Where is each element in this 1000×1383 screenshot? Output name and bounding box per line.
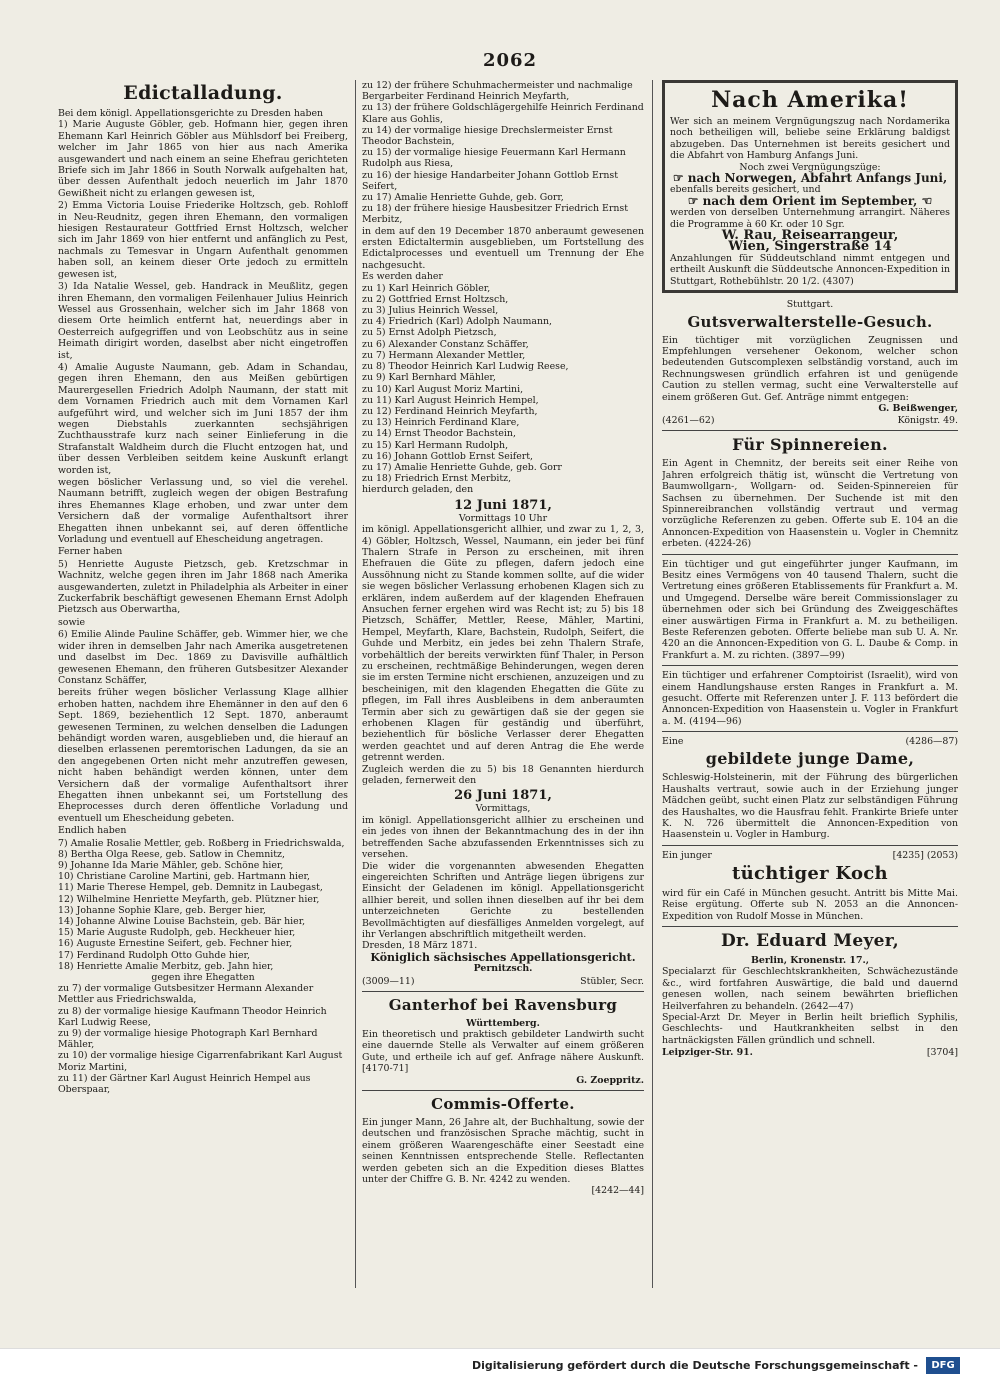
divider <box>662 845 958 846</box>
guts-ref: (4261—62) <box>662 415 715 427</box>
guts-ref-row <box>662 415 958 426</box>
footer-text: Digitalisierung gefördert durch die Deutsche Forschungsgemeinschaft - <box>471 1359 918 1372</box>
amerika-body: Wer sich an meinem Vergnügungszug nach Nordamerika noch betheiligen will, beliebe seine Erklärung baldigst abzugeben. Das Unternehmen ist bereits gesichert und die Abfahrt von Hamburg Anfangs Juni. <box>670 116 950 162</box>
koch-ref-row <box>662 850 958 861</box>
edict-place-date: Dresden, 18 März 1871. <box>362 940 478 952</box>
pointing-hand-icon: ☞ <box>687 193 703 208</box>
column-advertisements <box>662 80 958 1288</box>
dame-title: gebildete junge Dame, <box>705 749 915 769</box>
edict-text: in dem auf den 19 December 1870 anberaumt gewesenen ersten Edictaltermin ausgeblieben, um Fortstellung des Edictalprocesses und eventuell um Trennung der Ehe nachgesucht. <box>362 225 644 271</box>
ganterhof-sign: G. Zoeppritz. <box>576 1074 644 1086</box>
pointing-hand-icon: ☞ <box>672 171 688 186</box>
ganterhof-subtitle: Württemberg. <box>466 1017 540 1029</box>
edict-signer: Pernitzsch. <box>473 963 533 975</box>
koch-pre: Ein junger <box>662 849 712 861</box>
commis-title: Commis-Offerte. <box>431 1095 575 1114</box>
pointing-hand-icon: ☜ <box>917 193 933 208</box>
spinn-title: Für Spinnereien. <box>732 435 888 455</box>
dfg-logo: DFG <box>926 1357 960 1374</box>
commis-body: Ein junger Mann, 26 Jahre alt, der Buchhaltung, sowie der deutschen und französischen Sprache mächtig, sucht in einem größeren Waarengeschäfte einer Seestadt eine seinen Kenntnissen entsprechende Stelle. Reflectanten werden gebeten sich an die Expedition dieses Blattes unter der Chiffre G. B. Nr. 4242 zu wenden. <box>362 1117 644 1186</box>
amerika-ad <box>662 80 958 293</box>
edict-body-3: im königl. Appellationsgericht allhier zu erscheinen und ein jedes von ihnen der Bekanntmachung des in der ihn betreffenden Sache abzufassenden Erkenntnisses sich zu versehen. <box>362 814 644 861</box>
edict-body-1: im königl. Appellationsgericht allhier, und zwar zu 1, 2, 3, 4) Göbler, Holtzsch, Wessel, Naumann, ein jeder bei fünf Thalern Strafe in Person zu erscheinen, mit ihren Ehefrauen die Güte zu pflegen, dafern jedoch eine Aussöhnung nicht zu Stande kommen sollte, auf die wider sie wegen böslicher Verlassung erhobenen Klagen sich zu erklären, indem außerdem auf der klagenden Ehefrauen Ansuchen ferner ergehen wird was Recht ist; zu 5) bis 18 Pietzsch, Schäffer, Mettler, Reese, Mähler, Martini, Hempel, Meyfarth, Klare, Bachstein, Rudolph, Seifert, die Guhde und Merbitz, ein jedes bei zehn Thalern Strafe, vorbehältlich der bereits verwirkten fünf Thaler, in Person zu erscheinen, rechtmäßige Behinderungen, wegen deren sie im ersten Termine nicht erschienen, anzuzeigen und zu bescheinigen, mit den klagenden Ehegatten die Güte zu pflegen, im Fall ihres Ausbleibens in dem anberaumten Termin aber sich zu gewärtigen daß sie der gegen sie erhobenen Klagen für geständig und überführt, beziehentlich für bösliche Verlasser derer Ehegatten werden geachtet und auf deren Antrag die Ehe werde getrennt werden. <box>362 524 644 764</box>
edict-time-2: Vormittags, <box>475 803 531 815</box>
edict-sign-row <box>362 976 644 987</box>
ganterhof-body: Ein theoretisch und praktisch gebildeter Landwirth sucht eine dauernde Stelle als Verwalter auf einem größeren Gute, und ertheile ich auf gef. Anfrage nähere Auskunft. [4170-71] <box>362 1028 644 1075</box>
kaufmann-body: Ein tüchtiger und gut eingeführter junger Kaufmann, im Besitz eines Vermögens von 40 tausend Thalern, sucht die Vertretung eines größeren Etablissements für Frankfurt a. M. und Umgegend. Derselbe wäre bereit Commissionslager zu übernehmen oder sich bei Gründung des Zweiggeschäftes einer auswärtigen Firma in Frankfurt a. M. zu betheiligen. Beste Referenzen geboten. Offerte beliebe man sub U. A. Nr. 420 an die Annoncen-Expedition von G. L. Daube & Comp. in Frankfurt a. M. zu richten. (3897—99) <box>662 558 958 661</box>
divider <box>662 926 958 927</box>
koch-body: wird für ein Café in München gesucht. Antritt bis Mitte Mai. Reise ergütung. Offerte sub N. 2053 an die Annoncen-Expedition von Rudolf Mosse in München. <box>662 887 958 922</box>
guts-body: Ein tüchtiger mit vorzüglichen Zeugnissen und Empfehlungen versehener Oekonom, welcher schon bedeutenden Gutscomplexen selbständig vorstand, auch im Rechnungswesen gründlich erfahren ist und genügende Caution zu stellen vermag, sucht eine Verwalterstelle auf einem größeren Gut. Gef. Anträge nimmt entgegen: <box>662 334 958 403</box>
summoned-list: zu 1) Karl Heinrich Göbler, zu 2) Gottfried Ernst Holtzsch, zu 3) Julius Heinrich Wessel, zu 4) Friedrich (Karl) Adolph Naumann, zu 5) Ernst Adolph Pietzsch, zu 6) Alexander Constanz Schäffer, zu 7) Hermann Alexander Mettler, zu 8) Theodor Heinrich Karl Ludwig Reese, zu 9) Karl Bernhard Mähler, zu 10) Karl August Moriz Martini, zu 11) Karl August Heinrich Hempel, zu 12) Ferdinand Heinrich Meyfarth, zu 13) Heinrich Ferdinand Klare, zu 14) Ernst Theodor Bachstein, zu 15) Karl Hermann Rudolph, zu 16) Johann Gottlob Ernst Seifert, zu 17) Amalie Henriette Guhde, geb. Gorr zu 18) Friedrich Ernst Merbitz, <box>362 282 569 485</box>
dame-ref: (4286—87) <box>905 736 958 748</box>
spinn-body: Ein Agent in Chemnitz, der bereits seit einer Reihe von Jahren erfolgreich thätig ist, wünscht die Vertretung von Baumwollgarn-, Wollgarn- od. Seiden-Spinnereien für Sachsen zu übernehmen. Der Suchende ist mit den Spinnereibranchen vollständig vertraut und vermag vorzügliche Referenzen zu geben. Offerte sub E. 104 an die Annoncen-Expedition von Haasenstein u. Vogler in Chemnitz erbeten. (4224-26) <box>662 458 958 550</box>
meyer-address: Berlin, Kronenstr. 17., <box>750 954 870 966</box>
koch-refs: [4235] (2053) <box>892 849 958 861</box>
dame-ref-row <box>662 736 958 747</box>
amerika-address: Wien, Singerstraße 14 <box>728 239 892 255</box>
meyer-body-2: Special-Arzt Dr. Meyer in Berlin heilt brieflich Syphilis, Geschlechts- und Hautkrankheiten selbst in den hartnäckigsten Fällen gründlich und schnell. <box>662 1011 958 1046</box>
column-edictalladung <box>58 80 348 1288</box>
edict-body-2: Zugleich werden die zu 5) bis 18 Genannten hierdurch geladen, fernerweit den <box>362 763 644 787</box>
amerika-title: Nach Amerika! <box>711 87 909 113</box>
meyer-ref-row <box>662 1047 958 1058</box>
edict-date-2: 26 Juni 1871, <box>454 788 552 804</box>
defendant-list: zu 7) der vormalige Gutsbesitzer Hermann Alexander Mettler aus Friedrichswalda, zu 8) der vormalige hiesige Kaufmann Theodor Heinrich Karl Ludwig Reese, zu 9) der vormalige hiesige Photograph Karl Bernhard Mähler, zu 10) der vormalige hiesige Cigarrenfabrikant Karl August Moriz Martini, zu 11) der Gärtner Karl August Heinrich Hempel aus Oberspaar, <box>58 983 343 1096</box>
meyer-ref: [3704] <box>926 1047 958 1059</box>
dame-body: Schleswig-Holsteinerin, mit der Führung des bürgerlichen Haushalts vertraut, sowie auch in der Erziehung junger Mädchen geübt, sucht einen Platz zur selbständigen Führung des Haushaltes, wo die Hausfrau fehlt. Frankirte Briefe unter K. N. 726 übermittelt die Annoncen-Expedition von Haasenstein u. Vogler in Hamburg. <box>662 772 958 841</box>
edict-geladen: hierdurch geladen, den <box>362 484 474 496</box>
meyer-body: Specialarzt für Geschlechtskrankheiten, Schwächezustände &c., wird fortfahren Auswärtige, die bald und dauernd genesen wollen, nach seinem bewährten brieflichen Heilverfahren zu behandeln. (2642—47) <box>662 966 958 1012</box>
divider <box>662 731 958 732</box>
edict-paragraphs: 1) Marie Auguste Göbler, geb. Hofmann hier, gegen ihren Ehemann Karl Heinrich Göbler aus Mühlsdorf bei Freiberg, welcher im Jahr 1865 von hier aus nach Amerika ausgewandert und nach einem an seine Ehefrau gerichteten Briefe sich im Jahr 1866 in South Norwalk aufgehalten hat, über dessen Aufenthalt jedoch neuerlich im Jahr 1870 Gewißheit nicht zu erlangen gewesen ist, 2) Emma Victoria Louise Friederike Holtzsch, geb. Rohloff in Neu-Reudnitz, gegen ihren Ehemann, den vormaligen hiesigen Restaurateur Gottfried Ernst Holtzsch, welcher sich im Jahr 1869 von hier entfernt und anfänglich zu Pest, nachmals zu Temesvar in Ungarn Aufenthalt genommen haben soll, an keinem dieser Orte jedoch zu ermitteln gewesen ist, 3) Ida Natalie Wessel, geb. Handrack in Meußlitz, gegen ihren Ehemann, den vormaligen Feilenhauer Julius Heinrich Wessel aus Grossenhain, welcher sich im Jahr 1868 von diesem Orte heimlich entfernt hat, neuerdings aber in Oesterreich aufgegriffen und von Leobschütz aus in seine Heimath dirigirt worden, daselbst aber nicht eingetroffen ist, 4) Amalie Auguste Naumann, geb. Adam in Schandau, gegen ihren Ehemann, den aus Meißen gebürtigen Maurergesellen Friedrich Adolph Naumann, der statt mit dem Vornamen Friedrich auch mit dem Vornamen Karl aufgeführt wird, und welcher sich im Juni 1857 der ihm wegen Diebstahls zuerkannten sechsjährigen Zuchthausstrafe kurz nach seiner Einlieferung in die Strafanstalt Waldheim durch die Flucht entzogen hat, und über dessen Verbleiben seitdem keine Auskunft erlangt worden ist, wegen böslicher Verlassung und, so viel die verehel. Naumann betrifft, zugleich wegen der obigen Bestrafung ihres Ehemannes Klage erhoben, und zwar unter dem Versichern daß der vormalige Aufenthaltsort ihrer Ehegatten ihnen unbekannt sei, auf deren öffentliche Vorladung und eventuell auf Ehescheidung angetragen. Ferner haben 5) Henriette Auguste Pietzsch, geb. Kretzschmar in Wachnitz, welche gegen ihren im Jahr 1868 nach Amerika ausgewanderten, zuletzt in Philadelphia als Arbeiter in einer Zuckerfabrik beschäftigt gewesenen Ehemann Ernst Adolph Pietzsch aus Oberwartha, sowie 6) Emilie Alinde Pauline Schäffer, geb. Wimmer hier, we che wider ihren in demselben Jahr nach Amerika ausgetretenen und daselbst im Dec. 1869 zu Davisville aufhältlich gewesenen Ehemann, den früheren Gutsbesitzer Alexander Constanz Schäffer, bereits früher wegen böslicher Verlassung Klage allhier erhoben hatten, nachdem ihre Ehemänner in den auf den 6 Sept. 1869, beziehentlich 12 Sept. 1870, anberaumt gewesenen Terminen, zu welchen denselben die Ladungen behändigt worden waren, ausgeblieben und, die hierauf an dieselben erlassenen peremtorischen Ladungen, da sie an den angegebenen Orten nicht mehr anzutreffen gewesen, nicht haben behändigt werden können, unter dem Versichern daß der vormalige Aufenthaltsort ihrer Ehegatten ihnen unbekannt sei, um Fortstellung des Eheprocesses durch deren öffentliche Vorladung und eventuell um Ehescheidung gebeten. Endlich haben <box>58 119 348 837</box>
divider <box>662 665 958 666</box>
edict-time-1: Vormittags 10 Uhr <box>458 512 548 524</box>
column-divider <box>355 80 356 1288</box>
dame-pre: Eine <box>662 736 684 748</box>
amerika-secured: ebenfalls bereits gesichert, und <box>670 184 821 196</box>
meyer-address-2: Leipziger-Str. 91. <box>662 1047 753 1059</box>
divider <box>362 991 644 992</box>
plaintiff-list: 7) Amalie Rosalie Mettler, geb. Roßberg in Friedrichswalda, 8) Bertha Olga Reese, geb. Satlow in Chemnitz, 9) Johanne Ida Marie Mähler, geb. Schöne hier, 10) Christiane Caroline Martini, geb. Hartmann hier, 11) Marie Therese Hempel, geb. Demnitz in Laubegast, 12) Wilhelmine Henriette Meyfarth, geb. Plützner hier, 13) Johanne Sophie Klare, geb. Berger hier, 14) Johanne Alwine Louise Bachstein, geb. Bär hier, 15) Marie Auguste Rudolph, geb. Heckheuer hier, 16) Auguste Ernestine Seifert, geb. Fechner hier, 17) Ferdinand Rudolph Otto Guhde hier, 18) Henriette Amalie Merbitz, geb. Jahn hier, <box>58 837 345 972</box>
amerika-norway: ☞ nach Norwegen, Abfahrt Anfangs Juni, <box>672 171 948 186</box>
guts-place: Stuttgart. <box>786 299 834 311</box>
edict-body-4: Die wider die vorgenannten abwesenden Ehegatten eingereichten Schriften und Anträge liegen übrigens zur Einsicht der Geladenen im königl. Appellationsgericht allhier bereit, und sollen ihnen dieselben auf ihr bei dem unterzeichneten Gerichte zu bestellenden Bevollmächtigten auf diesfälliges Anmelden vorgelegt, auf ihr Verlangen abschriftlich mitgetheilt werden. <box>362 860 644 940</box>
amerika-arranged: werden von derselben Unternehmung arrangirt. Näheres die Programme à 60 Kr. oder 10 Sgr. <box>670 207 950 230</box>
commis-ref: [4242—44] <box>591 1185 644 1197</box>
edict-title: Edictalladung. <box>123 82 283 104</box>
amerika-agent: W. Rau, Reisearrangeur, <box>721 228 899 244</box>
ganterhof-title: Ganterhof bei Ravensburg <box>388 995 618 1014</box>
guts-address: Königstr. 49. <box>897 415 958 427</box>
amerika-more: Noch zwei Vergnügungszüge: <box>739 161 881 173</box>
guts-title: Gutsverwalterstelle-Gesuch. <box>687 312 933 331</box>
amerika-footer: Anzahlungen für Süddeutschland nimmt entgegen und ertheilt Auskunft die Süddeutsche Annoncen-Expedition in Stuttgart, Rothebühlstr. 20 1/2. (4307) <box>670 252 950 287</box>
divider <box>662 430 958 431</box>
edict-secretary: Stübler, Secr. <box>580 975 644 987</box>
divider <box>662 554 958 555</box>
edict-ref: (3009—11) <box>362 975 415 987</box>
koch-title: tüchtiger Koch <box>732 862 888 884</box>
page-number: 2062 <box>482 50 538 71</box>
digitization-footer <box>0 1348 1000 1383</box>
comptoirist-body: Ein tüchtiger und erfahrener Comptoirist (Israelit), wird von einem Handlungshause ersten Ranges in Frankfurt a. M. gesucht. Offerte mit Referenzen unter J. F. 113 befördert die Annoncen-Expedition von Haasenstein u. Vogler in Frankfurt a. M. (4194—96) <box>662 670 958 727</box>
column-edict-continued <box>362 80 644 1288</box>
edict-intro: Bei dem königl. Appellationsgerichte zu Dresden haben <box>58 108 324 119</box>
edict-daher: Es werden daher <box>362 271 443 283</box>
defendant-list-cont: zu 12) der frühere Schuhmachermeister und nachmalige Bergarbeiter Ferdinand Heinrich Meyfarth, zu 13) der frühere Goldschlägergehilfe Heinrich Ferdinand Klare aus Gohlis, zu 14) der vormalige hiesige Drechslermeister Ernst Theodor Bachstein, zu 15) der vormalige hiesige Feuermann Karl Hermann Rudolph aus Riesa, zu 16) der hiesige Handarbeiter Johann Gottlob Ernst Seifert, zu 17) Amalie Henriette Guhde, geb. Gorr, zu 18) der frühere hiesige Hausbesitzer Friedrich Ernst Merbitz, <box>362 80 644 226</box>
gegen-label: gegen ihre Ehegatten <box>151 972 255 984</box>
guts-sign: G. Beißwenger, <box>878 402 958 414</box>
divider <box>362 1090 644 1091</box>
column-divider <box>652 80 653 1288</box>
meyer-title: Dr. Eduard Meyer, <box>720 930 900 951</box>
edict-court: Königlich sächsisches Appellationsgericht. <box>370 950 636 964</box>
amerika-orient: ☞ nach dem Orient im September, ☜ <box>687 193 933 208</box>
edict-date-1: 12 Juni 1871, <box>454 497 552 513</box>
